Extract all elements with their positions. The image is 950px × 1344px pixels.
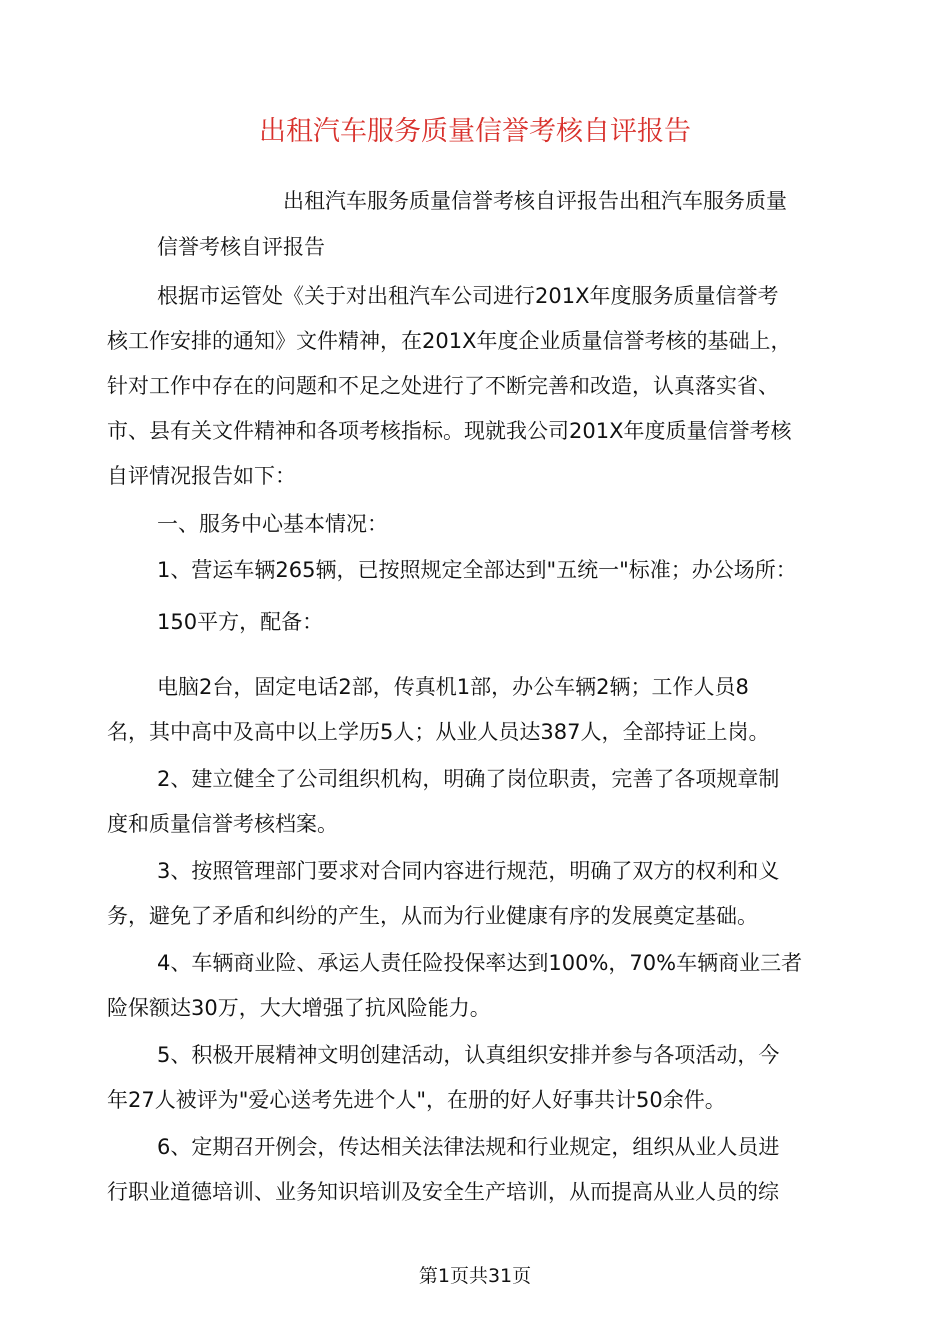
paragraph-line: 6、定期召开例会，传达相关法律法规和行业规定，组织从业人员进 [157, 1135, 780, 1159]
paragraph-line: 市、县有关文件精神和各项考核指标。现就我公司201X年度质量信誉考核 [107, 419, 792, 443]
paragraph-line: 度和质量信誉考核档案。 [107, 812, 338, 836]
paragraph-line: 自评情况报告如下： [107, 464, 296, 488]
paragraph-line: 5、积极开展精神文明创建活动，认真组织安排并参与各项活动，今 [157, 1043, 780, 1067]
paragraph-line: 务，避免了矛盾和纠纷的产生，从而为行业健康有序的发展奠定基础。 [107, 904, 758, 928]
paragraph-line: 3、按照管理部门要求对合同内容进行规范，明确了双方的权利和义 [157, 859, 780, 883]
paragraph-line: 险保额达30万，大大增强了抗风险能力。 [107, 996, 491, 1020]
paragraph-line: 1、营运车辆265辆，已按照规定全部达到"五统一"标准；办公场所： [157, 558, 797, 582]
paragraph-line: 年27人被评为"爱心送考先进个人"，在册的好人好事共计50余件。 [107, 1088, 726, 1112]
document-title: 出租汽车服务质量信誉考核自评报告 [259, 116, 691, 147]
paragraph-line: 核工作安排的通知》文件精神，在201X年度企业质量信誉考核的基础上， [107, 329, 792, 353]
page-footer: 第1页共31页 [418, 1265, 532, 1287]
paragraph-line: 4、车辆商业险、承运人责任险投保率达到100%，70%车辆商业三者 [157, 951, 803, 975]
paragraph-line: 根据市运管处《关于对出租汽车公司进行201X年度服务质量信誉考 [157, 284, 779, 308]
paragraph-line: 电脑2台，固定电话2部，传真机1部，办公车辆2辆；工作人员8 [157, 675, 749, 699]
paragraph-line: 出租汽车服务质量信誉考核自评报告出租汽车服务质量 [283, 189, 787, 213]
paragraph-line: 信誉考核自评报告 [157, 235, 325, 259]
section-heading: 一、服务中心基本情况： [157, 512, 388, 536]
paragraph-line: 2、建立健全了公司组织机构，明确了岗位职责，完善了各项规章制 [157, 767, 780, 791]
paragraph-line: 150平方，配备： [157, 610, 324, 634]
paragraph-line: 行职业道德培训、业务知识培训及安全生产培训，从而提高从业人员的综 [107, 1180, 779, 1204]
paragraph-line: 名，其中高中及高中以上学历5人；从业人员达387人，全部持证上岗。 [107, 720, 770, 744]
paragraph-line: 针对工作中存在的问题和不足之处进行了不断完善和改造，认真落实省、 [107, 374, 779, 398]
